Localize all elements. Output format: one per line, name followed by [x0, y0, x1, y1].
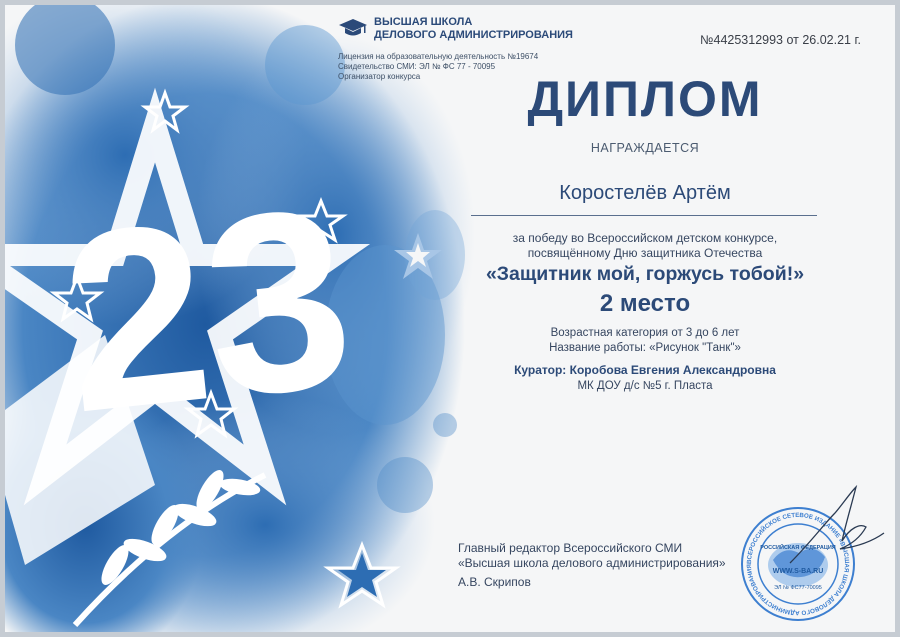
work-title: Название работы: «Рисунок "Танк"»: [549, 342, 741, 354]
institution: МК ДОУ д/с №5 г. Пласта: [577, 380, 713, 392]
svg-text:ВСЕРОССИЙСКОЕ СЕТЕВОЕ ИЗДАНИЕ: ВСЕРОССИЙСКОЕ СЕТЕВОЕ ИЗДАНИЕ «ВЫСШАЯ ШКОЛА ДЕЛОВОГО АДМИНИСТРИРОВАНИЯ: [745, 511, 851, 617]
svg-text:WWW.S-BA.RU: WWW.S-BA.RU: [772, 568, 824, 575]
svg-text:ЭЛ № ФС77-70095: ЭЛ № ФС77-70095: [774, 585, 822, 591]
place-award: 2 место: [599, 290, 691, 317]
document-number: №4425312993 от 26.02.21 г.: [700, 33, 861, 47]
organization-name: ВЫСШАЯ ШКОЛА ДЕЛОВОГО АДМИНИСТРИРОВАНИЯ: [374, 16, 573, 41]
svg-text:РОССИЙСКАЯ ФЕДЕРАЦИЯ: РОССИЙСКАЯ ФЕДЕРАЦИЯ: [760, 545, 836, 551]
signatory-name: А.В. Скрипов: [458, 575, 531, 589]
awarded-label: НАГРАЖДАЕТСЯ: [590, 141, 700, 155]
age-category: Возрастная категория от 3 до 6 лет: [550, 327, 740, 339]
contest-name: «Защитник мой, горжусь тобой!»: [485, 263, 805, 285]
number-23: 23: [51, 153, 364, 467]
curator: Куратор: Коробова Евгения Александровна: [514, 363, 776, 377]
holiday-artwork: [5, 5, 475, 632]
diploma-title: ДИПЛОМ: [527, 71, 763, 127]
award-reason: за победу во Всероссийском детском конкурсе, посвящённому Дню защитника Отечества: [512, 231, 778, 260]
recipient-name: Коростелёв Артём: [559, 182, 731, 204]
handwritten-signature: [780, 483, 890, 573]
graduation-cap-icon: [338, 18, 368, 38]
divider: [471, 215, 817, 216]
license-info: Лицензия на образовательную деятельность №19674 Свидетельство СМИ: ЭЛ № ФС 77 - 70095 Организатор конкурса: [338, 52, 539, 81]
signatory-position: Главный редактор Всероссийского СМИ «Высшая школа делового администрирования»: [458, 541, 726, 570]
